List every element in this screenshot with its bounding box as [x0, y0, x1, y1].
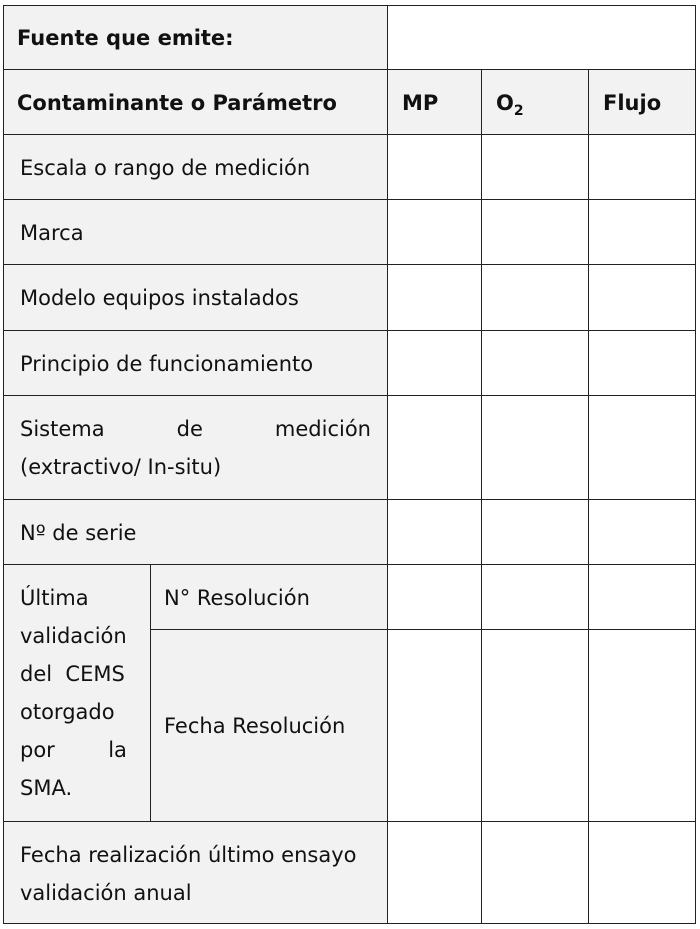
row-label-principio-text: Principio de funcionamiento: [20, 352, 314, 376]
o2-subscript: 2: [513, 103, 524, 120]
row-label-n-resolucion-text: N° Resolución: [164, 586, 310, 610]
fuente-value-cell[interactable]: [388, 5, 696, 70]
column-header-mp-label: MP: [402, 91, 439, 115]
sistema-word-3: medición: [274, 417, 371, 441]
cell-principio-mp[interactable]: [388, 331, 482, 396]
cell-marca-flujo[interactable]: [589, 200, 696, 265]
cell-principio-flujo[interactable]: [589, 331, 696, 396]
cell-n-resolucion-flujo[interactable]: [589, 565, 696, 630]
cell-serie-mp[interactable]: [388, 500, 482, 565]
ultima-line-4: otorgado: [20, 700, 115, 724]
row-label-serie-text: Nº de serie: [20, 521, 137, 545]
row-label-modelo: [3, 265, 388, 331]
cell-fecha-resolucion-o2[interactable]: [482, 630, 589, 822]
cell-fecha-ensayo-mp[interactable]: [388, 822, 482, 924]
cell-escala-mp[interactable]: [388, 135, 482, 200]
row-label-fecha-resolucion-text: Fecha Resolución: [164, 713, 346, 738]
cell-principio-o2[interactable]: [482, 331, 589, 396]
fuente-label: Fuente que emite:: [17, 26, 234, 50]
cell-sistema-o2[interactable]: [482, 396, 589, 500]
ultima-line-1: Última: [20, 586, 89, 610]
parametro-header: Contaminante o Parámetro: [17, 91, 337, 115]
cell-marca-o2[interactable]: [482, 200, 589, 265]
column-header-o2-label: O: [496, 91, 514, 115]
cell-sistema-mp[interactable]: [388, 396, 482, 500]
cell-modelo-flujo[interactable]: [589, 265, 696, 331]
fecha-ensayo-line-2: validación anual: [20, 881, 192, 905]
sistema-line-2: (extractivo/ In-situ): [20, 455, 222, 479]
row-label-sistema: [3, 396, 388, 500]
cell-sistema-flujo[interactable]: [589, 396, 696, 500]
cell-n-resolucion-mp[interactable]: [388, 565, 482, 630]
cell-escala-flujo[interactable]: [589, 135, 696, 200]
ultima-line-3: del CEMS: [20, 662, 125, 686]
fecha-ensayo-line-1: Fecha realización último ensayo: [20, 843, 357, 867]
cell-modelo-o2[interactable]: [482, 265, 589, 331]
row-label-marca-text: Marca: [20, 221, 84, 245]
column-header-flujo: [589, 70, 696, 135]
ultima-line-6: SMA.: [20, 776, 73, 800]
cell-modelo-mp[interactable]: [388, 265, 482, 331]
cell-serie-o2[interactable]: [482, 500, 589, 565]
row-label-marca: [3, 200, 388, 265]
cell-n-resolucion-o2[interactable]: [482, 565, 589, 630]
row-label-principio: [3, 331, 388, 396]
row-label-fecha-resolucion: [151, 630, 388, 822]
sistema-word-2: de: [176, 417, 203, 441]
column-header-mp: [388, 70, 482, 135]
cell-fecha-ensayo-flujo[interactable]: [589, 822, 696, 924]
cell-fecha-resolucion-flujo[interactable]: [589, 630, 696, 822]
cell-serie-flujo[interactable]: [589, 500, 696, 565]
row-label-ultima-validacion: [3, 565, 151, 822]
parametro-header-cell: [3, 70, 388, 135]
row-label-serie: [3, 500, 388, 565]
column-header-o2: [482, 70, 589, 135]
cell-marca-mp[interactable]: [388, 200, 482, 265]
sistema-word-1: Sistema: [20, 417, 105, 441]
column-header-flujo-label: Flujo: [603, 91, 662, 115]
sistema-line-1: [20, 410, 387, 448]
cell-escala-o2[interactable]: [482, 135, 589, 200]
fuente-label-cell: [3, 5, 388, 70]
row-label-fecha-ensayo: [3, 822, 388, 924]
cell-fecha-resolucion-mp[interactable]: [388, 630, 482, 822]
cell-fecha-ensayo-o2[interactable]: [482, 822, 589, 924]
ultima-line-5: por la: [20, 738, 127, 762]
row-label-escala-text: Escala o rango de medición: [20, 156, 311, 180]
ultima-line-2: validación: [20, 624, 127, 648]
row-label-n-resolucion: [151, 565, 388, 630]
row-label-modelo-text: Modelo equipos instalados: [20, 286, 299, 310]
row-label-escala: [3, 135, 388, 200]
